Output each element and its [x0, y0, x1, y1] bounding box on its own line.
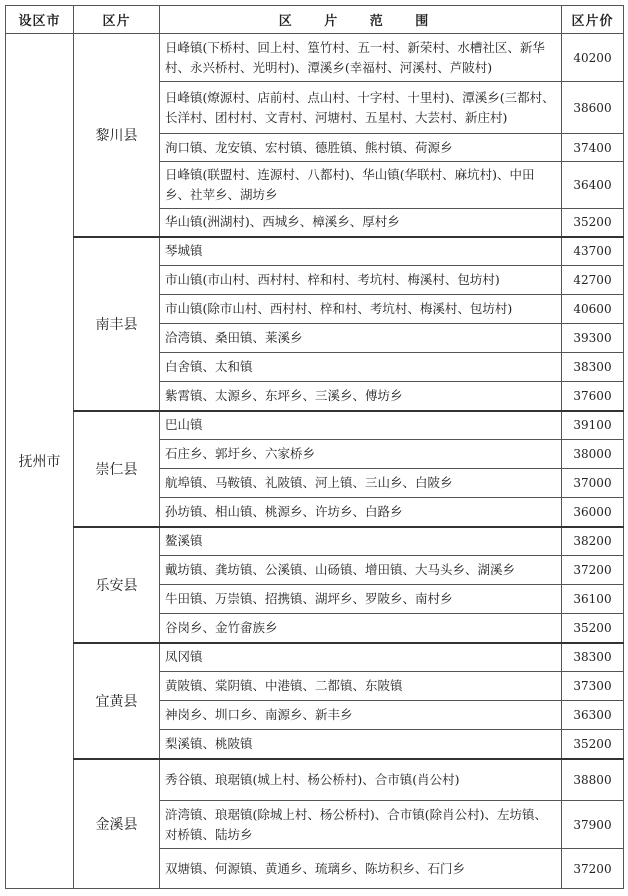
price-cell: 36300: [562, 701, 624, 730]
scope-cell: 谷岗乡、金竹畲族乡: [160, 614, 562, 643]
scope-cell: 梨溪镇、桃陂镇: [160, 730, 562, 759]
scope-cell: 石庄乡、郭圩乡、六家桥乡: [160, 440, 562, 469]
scope-cell: 黄陂镇、棠阴镇、中港镇、二都镇、东陂镇: [160, 672, 562, 701]
scope-cell: 神岗乡、圳口乡、南源乡、新丰乡: [160, 701, 562, 730]
header-scope: 区 片 范 围: [160, 6, 562, 34]
price-cell: 37400: [562, 134, 624, 162]
price-cell: 35200: [562, 614, 624, 643]
table-row: [6, 411, 624, 440]
scope-cell: 市山镇(除市山村、西村村、梓和村、考坑村、梅溪村、包坊村): [160, 295, 562, 324]
price-cell: 40600: [562, 295, 624, 324]
table-row: [6, 527, 624, 556]
price-cell: 38800: [562, 759, 624, 801]
price-cell: 37000: [562, 469, 624, 498]
scope-cell: 紫霄镇、太源乡、东坪乡、三溪乡、傅坊乡: [160, 382, 562, 411]
scope-cell: 双塘镇、何源镇、黄通乡、琉璃乡、陈坊积乡、石门乡: [160, 849, 562, 889]
city-cell: 抚州市: [6, 34, 74, 889]
price-cell: 43700: [562, 237, 624, 266]
price-cell: 38300: [562, 643, 624, 672]
scope-cell: 白舍镇、太和镇: [160, 353, 562, 382]
scope-cell: 琴城镇: [160, 237, 562, 266]
price-cell: 38000: [562, 440, 624, 469]
table-row: [6, 643, 624, 672]
scope-cell: 牛田镇、万崇镇、招携镇、湖坪乡、罗陂乡、南村乡: [160, 585, 562, 614]
county-cell: 崇仁县: [74, 411, 160, 527]
price-cell: 38300: [562, 353, 624, 382]
price-cell: 35200: [562, 209, 624, 237]
price-cell: 37600: [562, 382, 624, 411]
scope-cell: 孙坊镇、相山镇、桃源乡、许坊乡、白路乡: [160, 498, 562, 527]
header-county: 区片: [74, 6, 160, 34]
price-cell: 36000: [562, 498, 624, 527]
price-cell: 36400: [562, 162, 624, 209]
price-cell: 38600: [562, 82, 624, 134]
price-cell: 38200: [562, 527, 624, 556]
scope-cell: 日峰镇(下桥村、回上村、篁竹村、五一村、新荣村、水槽社区、新华村、永兴桥村、光明村)、潭溪乡(幸福村、河溪村、芦陂村): [160, 34, 562, 82]
scope-cell: 浒湾镇、琅琚镇(除城上村、杨公桥村)、合市镇(除肖公村)、左坊镇、对桥镇、陆坊乡: [160, 801, 562, 849]
scope-cell: 洽湾镇、桑田镇、莱溪乡: [160, 324, 562, 353]
price-cell: 39300: [562, 324, 624, 353]
price-cell: 35200: [562, 730, 624, 759]
scope-cell: 日峰镇(联盟村、连源村、八都村)、华山镇(华联村、麻坑村)、中田乡、社苹乡、湖坊乡: [160, 162, 562, 209]
county-cell: 黎川县: [74, 34, 160, 237]
scope-cell: 戴坊镇、龚坊镇、公溪镇、山砀镇、增田镇、大马头乡、湖溪乡: [160, 556, 562, 585]
price-cell: 36100: [562, 585, 624, 614]
price-table-container: [5, 5, 623, 889]
scope-cell: 凤冈镇: [160, 643, 562, 672]
header-city: 设区市: [6, 6, 74, 34]
scope-cell: 巴山镇: [160, 411, 562, 440]
price-cell: 37200: [562, 849, 624, 889]
table-body: [6, 34, 624, 889]
scope-cell: 鳌溪镇: [160, 527, 562, 556]
scope-cell: 洵口镇、龙安镇、宏村镇、德胜镇、熊村镇、荷源乡: [160, 134, 562, 162]
price-cell: 37200: [562, 556, 624, 585]
table-row: [6, 759, 624, 801]
scope-cell: 日峰镇(燎源村、店前村、点山村、十字村、十里村)、潭溪乡(三都村、长洋村、团村村、文青村、河塘村、五星村、大芸村、新庄村): [160, 82, 562, 134]
scope-cell: 航埠镇、马鞍镇、礼陂镇、河上镇、三山乡、白陂乡: [160, 469, 562, 498]
price-cell: 37300: [562, 672, 624, 701]
scope-cell: 秀谷镇、琅琚镇(城上村、杨公桥村)、合市镇(肖公村): [160, 759, 562, 801]
county-cell: 宜黄县: [74, 643, 160, 759]
scope-cell: 市山镇(市山村、西村村、梓和村、考坑村、梅溪村、包坊村): [160, 266, 562, 295]
price-cell: 39100: [562, 411, 624, 440]
county-cell: 乐安县: [74, 527, 160, 643]
header-price: 区片价: [562, 6, 624, 34]
price-cell: 40200: [562, 34, 624, 82]
table-row: [6, 237, 624, 266]
price-cell: 42700: [562, 266, 624, 295]
county-cell: 南丰县: [74, 237, 160, 411]
land-price-table: [5, 5, 624, 889]
scope-cell: 华山镇(洲湖村)、西城乡、樟溪乡、厚村乡: [160, 209, 562, 237]
table-header-row: [6, 6, 624, 34]
price-cell: 37900: [562, 801, 624, 849]
county-cell: 金溪县: [74, 759, 160, 889]
table-row: [6, 34, 624, 82]
